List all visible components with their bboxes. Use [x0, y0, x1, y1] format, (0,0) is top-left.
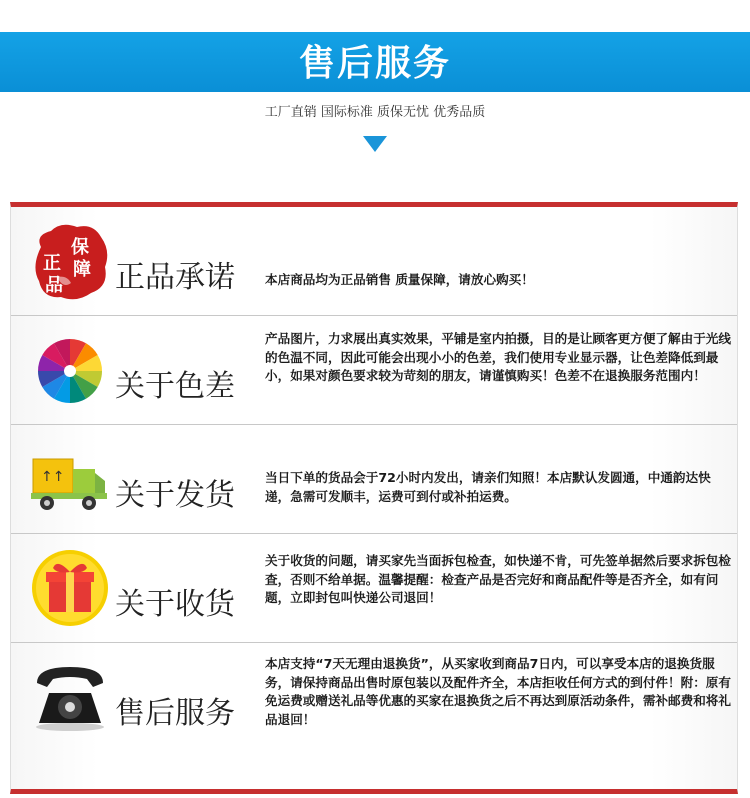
row-title: 关于色差 [115, 369, 235, 404]
service-panel [10, 202, 738, 794]
seal-char-3: 障 [73, 259, 91, 280]
service-row-receiving [11, 534, 737, 643]
row-title: 售后服务 [115, 696, 235, 731]
service-row-color [11, 316, 737, 425]
row-title: 关于收货 [115, 587, 235, 622]
row-title: 关于发货 [115, 478, 235, 513]
row-description: 当日下单的货品会于72小时内发出，请亲们知照！本店默认发圆通，中通韵达快递，急需可发顺丰，运费可到付或补拍运费。 [265, 470, 711, 504]
delivery-truck-icon [27, 435, 113, 521]
service-row-genuine [11, 207, 737, 316]
row-description: 本店支持“7天无理由退换货”，从买家收到商品7日内，可以享受本店的退换货服务，请保持商品出售时原包装以及配件齐全，本店拒收任何方式的到付件！附：原有免运费或赠送礼品等优惠的买家在退换货之后不再达到原活动条件，需补邮费和将礼品退回！ [265, 656, 731, 727]
page-subtitle: 工厂直销 国际标准 质保无忧 优秀品质 [264, 105, 486, 120]
page-title: 售后服务 [298, 43, 451, 84]
service-row-shipping [11, 425, 737, 534]
guarantee-seal-icon [27, 217, 113, 303]
seal-char-2: 正 [43, 253, 61, 274]
row-description: 本店商品均为正品销售 质量保障，请放心购买！ [265, 272, 534, 287]
svg-text:↑↑: ↑↑ [41, 469, 65, 485]
seal-char-1: 保 [71, 237, 89, 258]
row-title: 正品承诺 [115, 260, 235, 295]
seal-char-4: 品 [45, 275, 63, 296]
row-description: 产品图片，力求展出真实效果，平铺是室内拍摄，目的是让顾客更方便了解由于光线的色温不同，因此可能会出现小小的色差，我们使用专业显示器，让色差降低到最小，如果对颜色要求较为苛刻的朋友，请谨慎购买！色差不在退换服务范围内！ [265, 331, 731, 383]
service-row-after-sales [11, 643, 737, 751]
telephone-icon [27, 653, 113, 739]
color-wheel-icon [27, 326, 113, 412]
down-arrow-icon [363, 136, 387, 152]
gift-box-icon [27, 544, 113, 630]
row-description: 关于收货的问题，请买家先当面拆包检查，如快递不肯，可先签单据然后要求拆包检查，否则不给单据。温馨提醒：检查产品是否完好和商品配件等是否齐全，如有问题，立即封包叫快递公司退回！ [265, 553, 731, 605]
